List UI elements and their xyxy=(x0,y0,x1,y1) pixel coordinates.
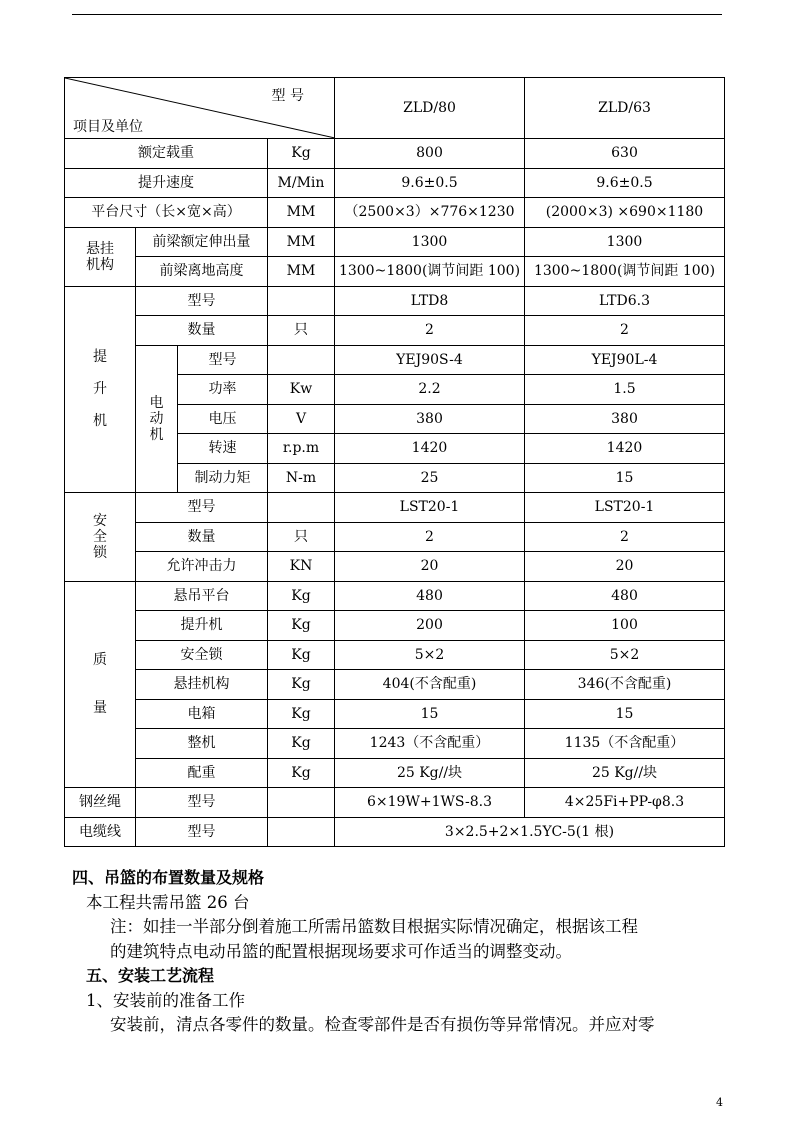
row-label: 转速 xyxy=(178,434,268,464)
table-row xyxy=(65,316,725,346)
row-value-2: 15 xyxy=(525,699,725,729)
table-row xyxy=(65,788,725,818)
item-label: 项目及单位 xyxy=(73,119,143,135)
row-value-2: 1135（不含配重） xyxy=(525,729,725,759)
row-unit: Kg xyxy=(268,670,335,700)
model2-header: ZLD/63 xyxy=(525,78,725,139)
row-value-1: 25 Kg//块 xyxy=(335,758,525,788)
row-label: 型号 xyxy=(136,817,268,847)
row-unit: Kw xyxy=(268,375,335,405)
row-unit: M/Min xyxy=(268,168,335,198)
row-value-1: 1420 xyxy=(335,434,525,464)
table-row xyxy=(65,817,725,847)
row-label: 型号 xyxy=(178,345,268,375)
group-label-hoist: 提 升 机 xyxy=(65,286,136,493)
row-unit: Kg xyxy=(268,581,335,611)
row-label: 型号 xyxy=(136,788,268,818)
row-label: 悬吊平台 xyxy=(136,581,268,611)
row-value-1: 480 xyxy=(335,581,525,611)
row-value-2: 4×25Fi+PP-φ8.3 xyxy=(525,788,725,818)
group-label-cable: 电缆线 xyxy=(65,817,136,847)
row-value-2: 1300 xyxy=(525,227,725,257)
row-value-2: LTD6.3 xyxy=(525,286,725,316)
table-row xyxy=(65,552,725,582)
row-unit: MM xyxy=(268,198,335,228)
note-line-1: 注：如挂一半部分倒着施工所需吊篮数目根据实际情况确定，根据该工程 xyxy=(110,917,638,936)
table-row xyxy=(65,581,725,611)
row-label: 制动力矩 xyxy=(178,463,268,493)
table-row xyxy=(65,286,725,316)
row-value-1: 1300~1800(调节间距 100) xyxy=(335,257,525,287)
row-value-2: 9.6±0.5 xyxy=(525,168,725,198)
row-label: 前梁离地高度 xyxy=(136,257,268,287)
row-value-2: 100 xyxy=(525,611,725,641)
row-value-1: 25 xyxy=(335,463,525,493)
row-label: 电箱 xyxy=(136,699,268,729)
row-unit: MM xyxy=(268,257,335,287)
row-value-merged: 3×2.5+2×1.5YC-5(1 根) xyxy=(335,817,725,847)
group-label-suspension: 悬挂 机构 xyxy=(65,227,136,286)
row-unit xyxy=(268,286,335,316)
row-label: 型号 xyxy=(136,286,268,316)
section-4-title: 四、吊篮的布置数量及规格 xyxy=(72,868,265,887)
row-value-2: 1.5 xyxy=(525,375,725,405)
row-value-2: 630 xyxy=(525,139,725,169)
group-label-mass: 质 量 xyxy=(65,581,136,788)
table-row xyxy=(65,345,725,375)
note-line-2: 的建筑特点电动吊篮的配置根据现场要求可作适当的调整变动。 xyxy=(110,941,572,961)
row-unit: Kg xyxy=(268,729,335,759)
row-value-1: YEJ90S-4 xyxy=(335,345,525,375)
row-label: 安全锁 xyxy=(136,640,268,670)
row-unit xyxy=(268,493,335,523)
row-value-1: 380 xyxy=(335,404,525,434)
row-value-2: 380 xyxy=(525,404,725,434)
row-unit: V xyxy=(268,404,335,434)
group-label-wire-rope: 钢丝绳 xyxy=(65,788,136,818)
table-row xyxy=(65,257,725,287)
row-label: 前梁额定伸出量 xyxy=(136,227,268,257)
table-row xyxy=(65,198,725,228)
section-5-title: 五、安装工艺流程 xyxy=(86,966,215,985)
table-row xyxy=(65,227,725,257)
row-unit xyxy=(268,788,335,818)
model1-header: ZLD/80 xyxy=(335,78,525,139)
type-label: 型 号 xyxy=(271,88,304,104)
diagonal-header-cell xyxy=(65,78,335,139)
row-label: 提升机 xyxy=(136,611,268,641)
row-value-2: LST20-1 xyxy=(525,493,725,523)
row-value-2: 2 xyxy=(525,316,725,346)
row-value-2: 346(不含配重) xyxy=(525,670,725,700)
row-unit: r.p.m xyxy=(268,434,335,464)
table-row xyxy=(65,699,725,729)
row-value-2: YEJ90L-4 xyxy=(525,345,725,375)
row-unit xyxy=(268,817,335,847)
row-value-2: (2000×3) ×690×1180 xyxy=(525,198,725,228)
table-row xyxy=(65,611,725,641)
row-value-2: 1300~1800(调节间距 100) xyxy=(525,257,725,287)
group-label-safety-lock: 安 全 锁 xyxy=(65,493,136,582)
table-row xyxy=(65,670,725,700)
page-number: 4 xyxy=(716,1096,723,1109)
row-unit: Kg xyxy=(268,758,335,788)
spec-table xyxy=(64,77,725,847)
row-unit: KN xyxy=(268,552,335,582)
row-value-1: 5×2 xyxy=(335,640,525,670)
row-value-1: 200 xyxy=(335,611,525,641)
table-row xyxy=(65,168,725,198)
row-unit: 只 xyxy=(268,316,335,346)
row-unit: MM xyxy=(268,227,335,257)
row-value-2: 5×2 xyxy=(525,640,725,670)
row-value-1: 6×19W+1WS-8.3 xyxy=(335,788,525,818)
row-value-1: LTD8 xyxy=(335,286,525,316)
row-value-1: 9.6±0.5 xyxy=(335,168,525,198)
table-header-row xyxy=(65,78,725,139)
table-row xyxy=(65,139,725,169)
row-label: 数量 xyxy=(136,316,268,346)
row-label: 数量 xyxy=(136,522,268,552)
row-value-1: 2.2 xyxy=(335,375,525,405)
body-text xyxy=(72,866,724,1038)
basket-count-line: 本工程共需吊篮 26 台 xyxy=(86,892,250,912)
row-value-1: 20 xyxy=(335,552,525,582)
row-label: 配重 xyxy=(136,758,268,788)
table-row xyxy=(65,522,725,552)
row-label: 平台尺寸（长×宽×高） xyxy=(65,198,268,228)
row-label: 电压 xyxy=(178,404,268,434)
row-label: 功率 xyxy=(178,375,268,405)
row-label: 整机 xyxy=(136,729,268,759)
row-value-1: 800 xyxy=(335,139,525,169)
row-value-2: 20 xyxy=(525,552,725,582)
row-value-1: 1243（不含配重） xyxy=(335,729,525,759)
row-value-2: 1420 xyxy=(525,434,725,464)
row-label: 提升速度 xyxy=(65,168,268,198)
row-value-1: 2 xyxy=(335,316,525,346)
table-row xyxy=(65,758,725,788)
row-value-2: 15 xyxy=(525,463,725,493)
table-row xyxy=(65,729,725,759)
row-value-1: 2 xyxy=(335,522,525,552)
row-value-1: 404(不含配重) xyxy=(335,670,525,700)
row-label: 型号 xyxy=(136,493,268,523)
row-unit: Kg xyxy=(268,699,335,729)
row-value-2: 2 xyxy=(525,522,725,552)
group-label-motor: 电 动 机 xyxy=(136,345,178,493)
row-label: 额定载重 xyxy=(65,139,268,169)
row-unit: Kg xyxy=(268,139,335,169)
header-rule xyxy=(72,14,722,15)
row-unit: Kg xyxy=(268,640,335,670)
item-1-body: 安装前，清点各零件的数量。检查零部件是否有损伤等异常情况。并应对零 xyxy=(110,1015,655,1034)
row-value-2: 25 Kg//块 xyxy=(525,758,725,788)
row-label: 允许冲击力 xyxy=(136,552,268,582)
table-row xyxy=(65,640,725,670)
row-unit: 只 xyxy=(268,522,335,552)
row-unit: Kg xyxy=(268,611,335,641)
row-value-2: 480 xyxy=(525,581,725,611)
row-value-1: 1300 xyxy=(335,227,525,257)
row-unit: N-m xyxy=(268,463,335,493)
item-1-heading: 1、安装前的准备工作 xyxy=(86,990,245,1010)
row-value-1: 15 xyxy=(335,699,525,729)
row-value-1: （2500×3）×776×1230 xyxy=(335,198,525,228)
row-value-1: LST20-1 xyxy=(335,493,525,523)
table-row xyxy=(65,493,725,523)
row-label: 悬挂机构 xyxy=(136,670,268,700)
row-unit xyxy=(268,345,335,375)
